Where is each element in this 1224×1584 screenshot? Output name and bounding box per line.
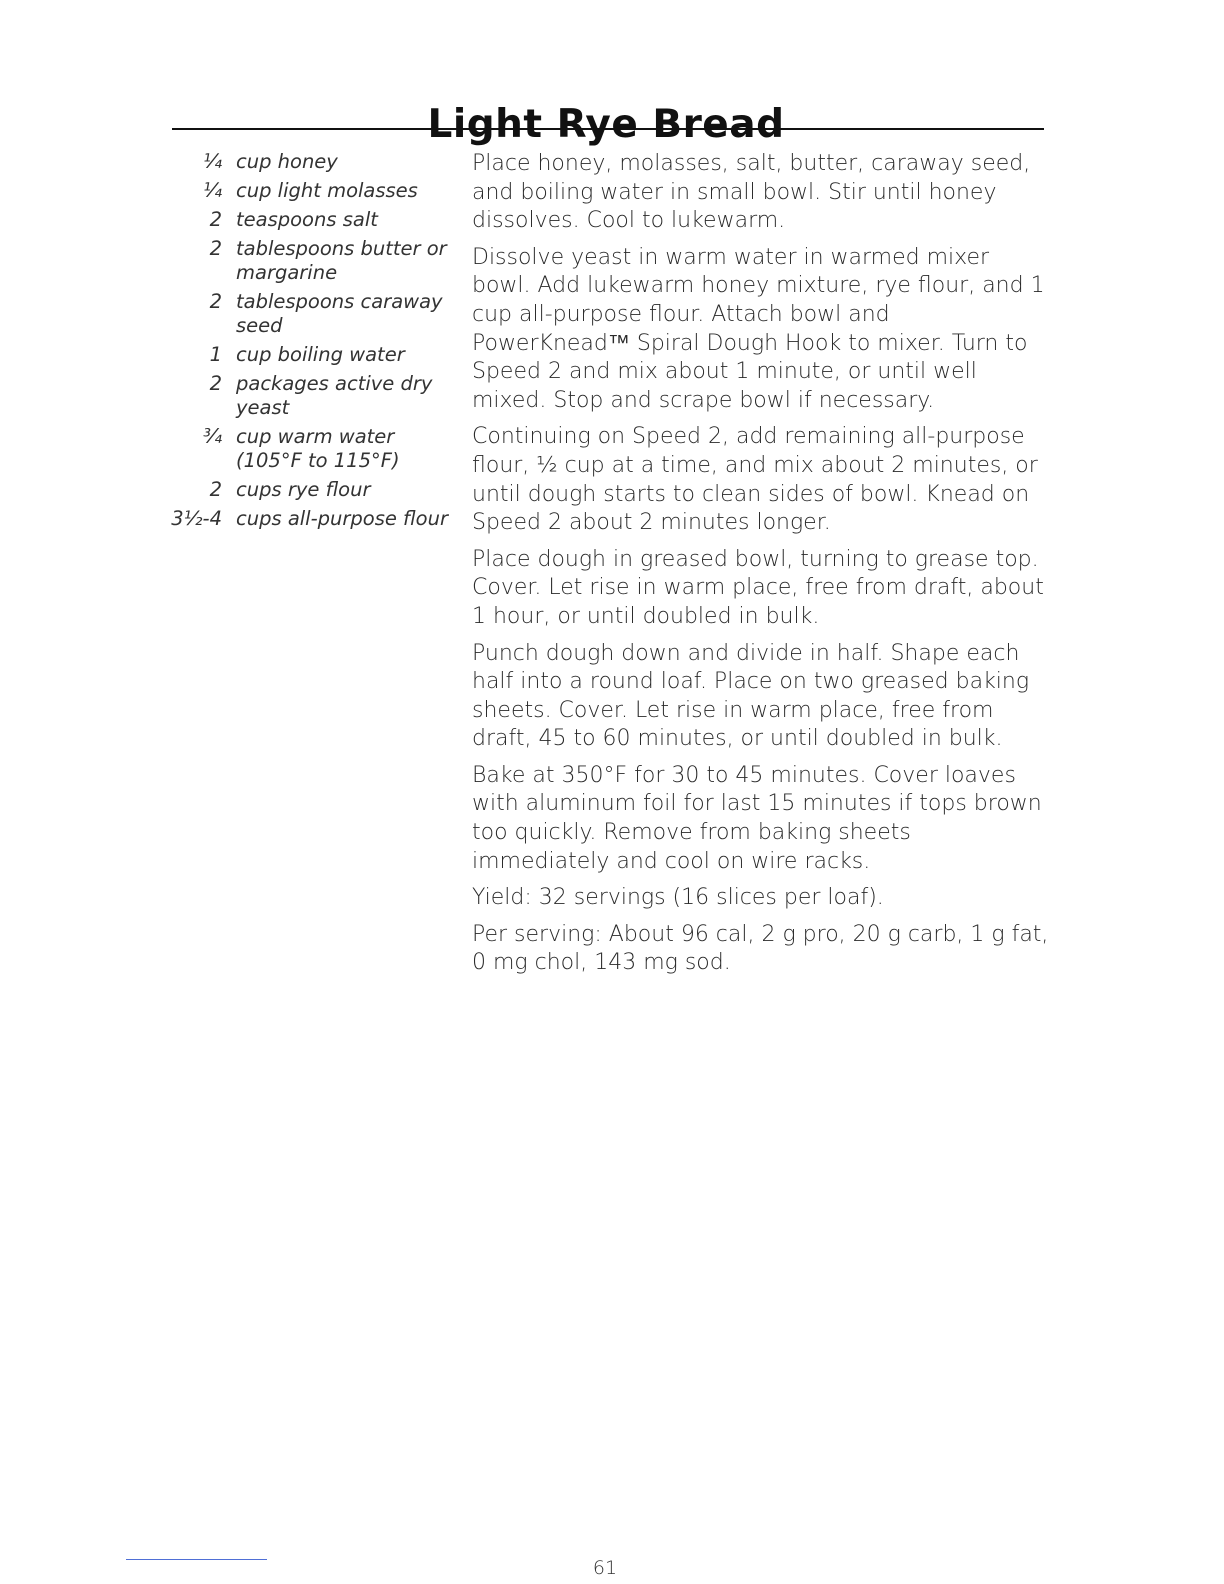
ingredient-name: cups all-purpose flour [236, 507, 448, 530]
ingredient-name: cup light molasses [236, 179, 418, 202]
ingredient-name: cup honey [236, 150, 338, 173]
ingredient-list [170, 150, 460, 536]
instructions [472, 150, 1052, 986]
ingredient-row [170, 237, 460, 285]
nutrition-text: Per serving: About 96 cal, 2 g pro, 20 g carb, 1 g fat, 0 mg chol, 143 mg sod. [472, 921, 1049, 976]
ingredient-row [170, 478, 460, 502]
ingredient-row [170, 507, 460, 531]
ingredient-name: cup boiling water [236, 343, 405, 366]
ingredient-row [170, 179, 460, 203]
ingredient-quantity: 1 [209, 343, 222, 366]
yield-text: Yield: 32 servings (16 slices per loaf). [472, 885, 884, 911]
instruction-step: Bake at 350°F for 30 to 45 minutes. Cover loaves with aluminum foil for last 15 minutes if tops brown too quickly. Remove from baking sheets immediately and cool on wire racks. [472, 762, 1042, 874]
ingredient-quantity: 2 [209, 290, 222, 313]
ingredient-quantity: ¾ [203, 425, 222, 448]
ingredient-quantity: 2 [209, 237, 222, 260]
ingredient-quantity: 3½-4 [171, 507, 222, 530]
ingredient-row [170, 343, 460, 367]
ingredient-row [170, 208, 460, 232]
recipe-title: Light Rye Bread [427, 102, 785, 148]
ingredient-name: packages active dry yeast [236, 372, 433, 419]
instruction-step: Dissolve yeast in warm water in warmed mixer bowl. Add lukewarm honey mixture, rye flour, and 1 cup all-purpose flour. Attach bowl and PowerKnead™ Spiral Dough Hook to mixer. Turn to Speed 2 and mix about 1 minute, or until well mixed. Stop and scrape bowl if necessary. [472, 244, 1045, 413]
ingredient-row [170, 150, 460, 174]
instruction-step: Place honey, molasses, salt, butter, caraway seed, and boiling water in small bowl. Stir until honey dissolves. Cool to lukewarm. [472, 151, 1031, 234]
ingredient-quantity: 2 [209, 208, 222, 231]
title-divider [172, 128, 1044, 130]
ingredient-name: cups rye flour [236, 478, 371, 501]
instruction-step: Place dough in greased bowl, turning to grease top. Cover. Let rise in warm place, free from draft, about 1 hour, or until doubled in bulk. [472, 546, 1044, 629]
ingredient-quantity: ¼ [203, 179, 222, 202]
ingredient-row [170, 425, 460, 473]
ingredient-name: teaspoons salt [236, 208, 378, 231]
instruction-step: Continuing on Speed 2, add remaining all-purpose flour, ½ cup at a time, and mix about 2 minutes, or until dough starts to clean sides of bowl. Knead on Speed 2 about 2 minutes longer. [472, 424, 1038, 536]
ingredient-quantity: 2 [209, 478, 222, 501]
ingredient-quantity: ¼ [203, 150, 222, 173]
ingredient-name: tablespoons butter or margarine [236, 237, 447, 284]
ingredient-quantity: 2 [209, 372, 222, 395]
ingredient-name: cup warm water (105°F to 115°F) [236, 425, 400, 472]
ingredient-row [170, 372, 460, 420]
ingredient-name: tablespoons caraway seed [236, 290, 443, 337]
instruction-step: Punch dough down and divide in half. Shape each half into a round loaf. Place on two greased baking sheets. Cover. Let rise in warm place, free from draft, 45 to 60 minutes, or until doubled in bulk. [472, 640, 1030, 752]
page-number: 61 [592, 1557, 618, 1579]
ingredient-row [170, 290, 460, 338]
